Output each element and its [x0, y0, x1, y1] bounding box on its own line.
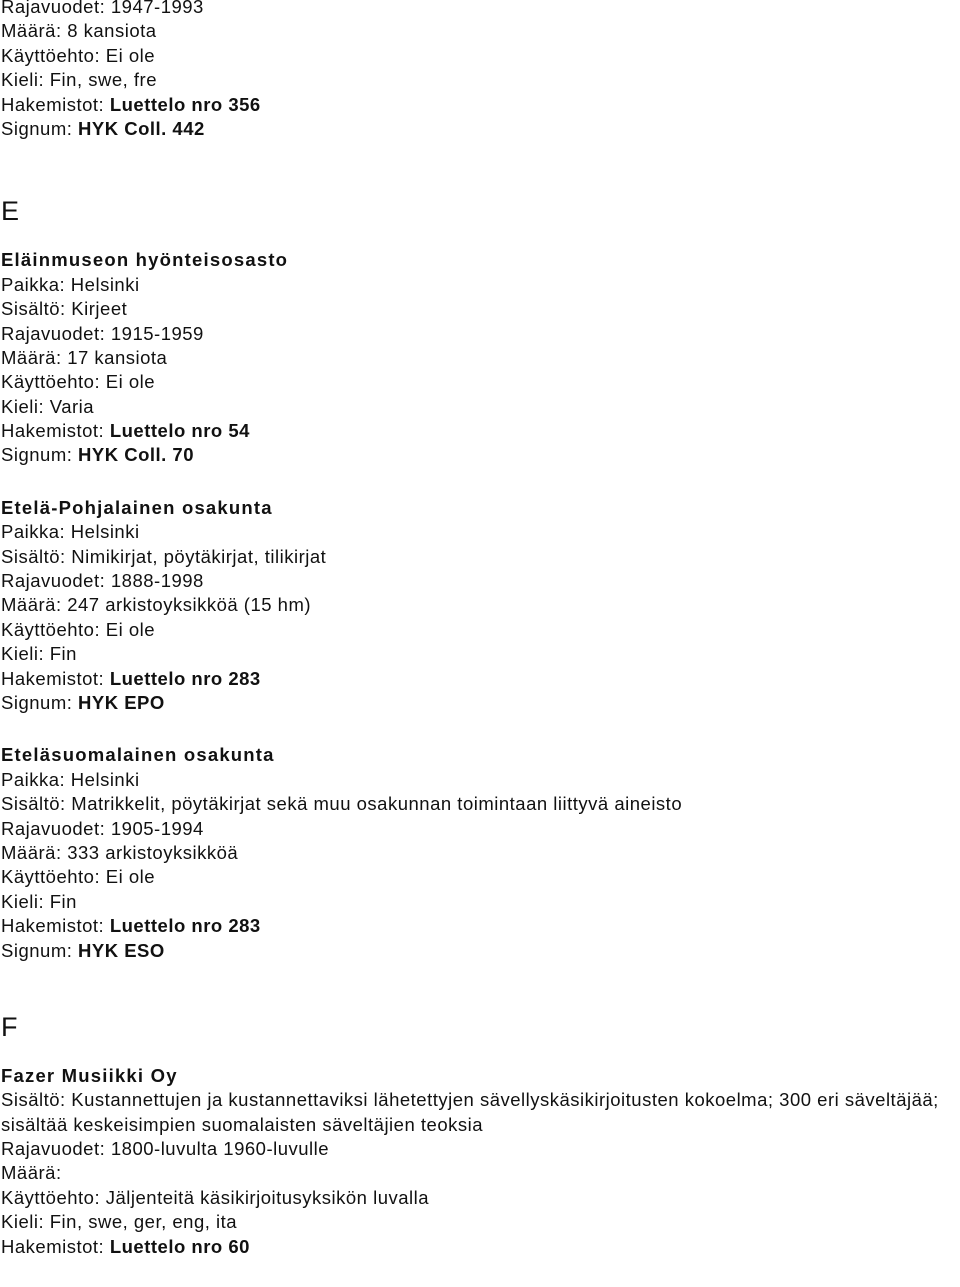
hakemistot-line	[1, 914, 959, 938]
sisalto-line: Sisältö: Matrikkelit, pöytäkirjat sekä muu osakunnan toimintaan liittyvä aineisto	[1, 793, 683, 815]
kieli-line: Kieli: Varia	[1, 395, 95, 417]
field-value: HYK Coll. 70	[78, 444, 195, 466]
maara-line	[1, 19, 959, 43]
paikka-line: Paikka: Helsinki	[1, 273, 140, 295]
field-label: Signum:	[1, 939, 79, 961]
field-label: Hakemistot:	[1, 915, 110, 937]
kieli-line: Kieli: Fin, swe, ger, eng, ita	[1, 1211, 238, 1233]
kayttoehto-line: Käyttöehto: Ei ole	[1, 618, 156, 640]
hakemistot-line	[1, 93, 959, 117]
maara-line: Määrä:	[1, 1162, 62, 1184]
field-value: Ei ole	[105, 44, 156, 66]
field-value: Luettelo nro 283	[109, 667, 261, 689]
sisalto-line: Sisältö: Kirjeet	[1, 298, 128, 320]
maara-line: Määrä: 247 arkistoyksikköä (15 hm)	[1, 594, 312, 616]
field-label: Kieli:	[1, 69, 50, 91]
field-value: Luettelo nro 283	[109, 915, 261, 937]
kayttoehto-line: Käyttöehto: Ei ole	[1, 866, 156, 888]
sisalto-line: Sisältö: Kustannettujen ja kustannettaviksi lähetettyjen sävellyskäsikirjoitusten kokoelma; 300 eri säveltäjää; sisältää keskeisimpien suomalaisten säveltäjien teoksia	[1, 1089, 939, 1135]
paikka-line: Paikka: Helsinki	[1, 768, 140, 790]
field-label: Määrä:	[1, 20, 68, 42]
field-value: HYK EPO	[78, 691, 165, 713]
section-letter-f: F	[1, 1011, 18, 1042]
entry-elainmuseon-hyonteisosasto	[1, 248, 959, 468]
rajavuodet-line: Rajavuodet: 1915-1959	[1, 322, 204, 344]
field-label: Käyttöehto:	[1, 44, 106, 66]
field-label: Signum:	[1, 691, 79, 713]
signum-line	[1, 443, 959, 467]
field-value: Luettelo nro 356	[109, 93, 261, 115]
field-value: HYK Coll. 442	[78, 117, 205, 139]
entry-fragment	[1, 0, 959, 141]
entry-etela-pohjalainen-osakunta	[1, 496, 959, 716]
field-value: HYK ESO	[78, 939, 165, 961]
signum-line	[1, 939, 959, 963]
field-label: Hakemistot:	[1, 420, 110, 442]
field-label: Hakemistot:	[1, 93, 110, 115]
kieli-line: Kieli: Fin	[1, 643, 77, 665]
field-value: Fin, swe, fre	[49, 69, 157, 91]
signum-line	[1, 691, 959, 715]
field-value: Luettelo nro 60	[109, 1235, 250, 1257]
kayttoehto-line	[1, 44, 959, 68]
field-value: 8 kansiota	[67, 20, 157, 42]
field-label: Hakemistot:	[1, 667, 110, 689]
signum-line	[1, 117, 959, 141]
kieli-line	[1, 68, 959, 92]
entry-title: Eteläsuomalainen osakunta	[1, 744, 275, 766]
rajavuodet-line: Rajavuodet: 1905-1994	[1, 817, 204, 839]
maara-line: Määrä: 333 arkistoyksikköä	[1, 841, 239, 863]
entry-title: Eläinmuseon hyönteisosasto	[1, 249, 289, 271]
kayttoehto-line: Käyttöehto: Ei ole	[1, 371, 156, 393]
field-label: Signum:	[1, 444, 79, 466]
field-value: Luettelo nro 54	[109, 420, 250, 442]
paikka-line: Paikka: Helsinki	[1, 521, 140, 543]
maara-line: Määrä: 17 kansiota	[1, 346, 168, 368]
entry-etelasuomalainen-osakunta	[1, 743, 959, 963]
field-value: 1947-1993	[110, 0, 204, 17]
hakemistot-line	[1, 419, 959, 443]
kieli-line: Kieli: Fin	[1, 890, 77, 912]
rajavuodet-line	[1, 0, 959, 19]
kayttoehto-line: Käyttöehto: Jäljenteitä käsikirjoitusyksikön luvalla	[1, 1186, 430, 1208]
archive-list-page	[1, 0, 959, 1287]
entry-fazer-musiikki-oy	[1, 1064, 959, 1259]
hakemistot-line	[1, 667, 959, 691]
field-label: Rajavuodet:	[1, 0, 111, 17]
rajavuodet-line: Rajavuodet: 1888-1998	[1, 570, 204, 592]
entry-title: Etelä-Pohjalainen osakunta	[1, 496, 273, 518]
field-label: Signum:	[1, 117, 79, 139]
hakemistot-line	[1, 1235, 959, 1259]
sisalto-line: Sisältö: Nimikirjat, pöytäkirjat, tilikirjat	[1, 545, 327, 567]
rajavuodet-line: Rajavuodet: 1800-luvulta 1960-luvulle	[1, 1138, 330, 1160]
section-letter-e: E	[1, 196, 20, 227]
field-label: Hakemistot:	[1, 1235, 110, 1257]
entry-title: Fazer Musiikki Oy	[1, 1064, 178, 1086]
